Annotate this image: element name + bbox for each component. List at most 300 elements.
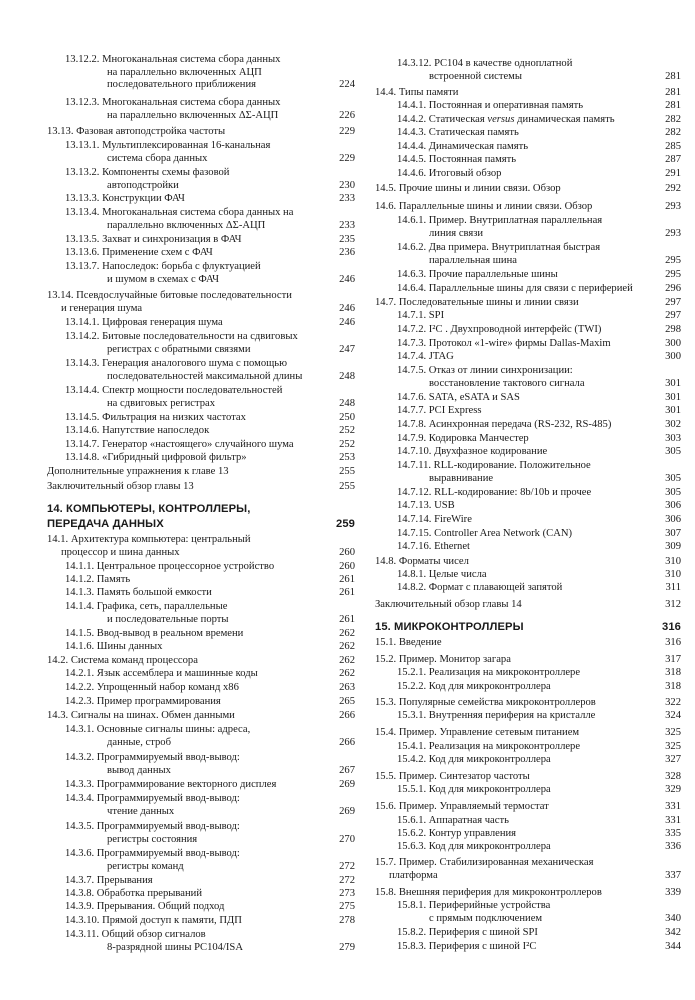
toc-entry-text: 14.1.2. Память — [65, 574, 131, 585]
page-number: 246 — [339, 317, 355, 328]
toc-entry — [375, 857, 681, 882]
page-number: 229 — [339, 152, 355, 164]
toc-entry-text: 14.7.6. SATA, eSATA и SAS — [397, 392, 520, 403]
toc-entry — [375, 541, 681, 554]
toc-entry-text: последовательного приближения — [107, 79, 257, 91]
toc-entry — [375, 801, 681, 814]
toc-entry-text: 14.3.12. PC104 в качестве одноплатной — [397, 58, 573, 69]
toc-entry-text: на параллельно включенных ΔΣ-АЦП — [107, 109, 279, 121]
toc-entry-text: 14.4.2. Статическая versus динамическая память — [397, 114, 615, 125]
toc-entry — [47, 54, 355, 92]
page-number: 270 — [339, 833, 355, 845]
page-number: 303 — [665, 433, 681, 444]
toc-entry — [375, 727, 681, 740]
toc-entry — [47, 901, 355, 914]
page-number: 311 — [665, 582, 681, 593]
toc-entry-text: 13.14.2. Битовые последовательности на сдвиговых — [65, 331, 298, 342]
toc-entry-text: 14.7.14. FireWire — [397, 514, 472, 525]
page-number: 233 — [339, 219, 355, 231]
toc-entry-text: 14.7.8. Асинхронная передача (RS-232, RS-485) — [397, 419, 612, 430]
toc-entry-text: 15.5. Пример. Синтезатор частоты — [375, 771, 530, 782]
toc-entry-text: 13.13.4. Многоканальная система сбора данных на — [65, 207, 294, 218]
toc-entry-text: 15.5.1. Код для микроконтроллера — [397, 784, 551, 795]
toc-entry-text: 15.4.1. Реализация на микроконтроллере — [397, 741, 581, 752]
page-number: 305 — [665, 487, 681, 498]
toc-entry-text: 15.2.2. Код для микроконтроллера — [397, 681, 551, 692]
toc-entry-text: 13.13.1. Мультиплексированная 16-канальная — [65, 140, 271, 151]
toc-entry — [375, 183, 681, 196]
page-number: 235 — [339, 234, 355, 245]
toc-entry-text: на сдвиговых регистрах — [107, 397, 215, 409]
page-number: 253 — [339, 452, 355, 463]
toc-entry-text: 15.6.3. Код для микроконтроллера — [397, 841, 551, 852]
toc-entry — [375, 168, 681, 181]
toc-entry-text: 13.14.8. «Гибридный цифровой фильтр» — [65, 452, 247, 463]
toc-entry-text: восстановление тактового сигнала — [429, 377, 585, 389]
toc-entry — [375, 154, 681, 167]
toc-entry-text: автоподстройки — [107, 179, 179, 191]
toc-entry-text: 14.7.7. PCI Express — [397, 405, 482, 416]
toc-entry-text: ПЕРЕДАЧА ДАННЫХ — [47, 518, 164, 530]
toc-entry — [375, 392, 681, 405]
page-number: 296 — [665, 283, 681, 294]
toc-entry — [375, 500, 681, 513]
toc-entry — [375, 841, 681, 854]
page-number: 316 — [665, 637, 681, 648]
toc-entry — [375, 283, 681, 296]
toc-entry-text: 15.8.1. Периферийные устройства — [397, 900, 551, 911]
toc-entry-text: параллельно включенных ΔΣ-АЦП — [107, 219, 266, 231]
toc-entry-text: 14.6.2. Два примера. Внутриплатная быстрая — [397, 242, 601, 253]
page-number: 261 — [339, 574, 355, 585]
toc-entry — [375, 433, 681, 446]
toc-entry — [47, 561, 355, 574]
page-number: 310 — [665, 569, 681, 580]
toc-entry — [47, 466, 355, 479]
toc-entry-text: 15.1. Введение — [375, 637, 442, 648]
page-number: 252 — [339, 425, 355, 436]
page-number: 306 — [665, 514, 681, 525]
page-number: 307 — [665, 528, 681, 539]
toc-entry-text: 14.2. Система команд процессора — [47, 655, 198, 666]
toc-entry — [375, 324, 681, 337]
toc-entry — [47, 724, 355, 749]
toc-entry-text: чтение данных — [107, 805, 175, 817]
toc-entry-text: 13.14. Псевдослучайные битовые последовательности — [47, 290, 292, 301]
page-number: 339 — [665, 887, 681, 898]
page-number: 298 — [665, 324, 681, 335]
page-number: 262 — [339, 655, 355, 666]
toc-entry — [47, 601, 355, 626]
page-number: 344 — [665, 941, 681, 952]
page-number: 342 — [665, 927, 681, 938]
toc-entry-text: 14.6.1. Пример. Внутриплатная параллельная — [397, 215, 603, 226]
toc-entry — [375, 941, 681, 954]
page-number: 246 — [339, 273, 355, 285]
page-number: 336 — [665, 841, 681, 852]
toc-entry — [375, 528, 681, 541]
toc-entry — [375, 599, 681, 612]
toc-entry-text: 14.7.10. Двухфазное кодирование — [397, 446, 548, 457]
toc-entry — [375, 887, 681, 900]
page-number: 309 — [665, 541, 681, 552]
toc-entry — [375, 242, 681, 267]
toc-entry — [47, 358, 355, 383]
toc-entry-text: 14.6.4. Параллельные шины для связи с периферией — [397, 283, 633, 294]
toc-entry-text: 14.8.2. Формат с плавающей запятой — [397, 582, 563, 593]
page-number: 325 — [665, 727, 681, 738]
page-number: 295 — [665, 269, 681, 280]
toc-entry-text: 15.2.1. Реализация на микроконтроллере — [397, 667, 581, 678]
toc-entry-text: 14.3.3. Программирование векторного дисплея — [65, 779, 277, 790]
page-number: 247 — [339, 343, 355, 355]
page-number: 233 — [339, 193, 355, 204]
page-number: 295 — [665, 254, 681, 266]
page-number: 272 — [339, 860, 355, 872]
toc-entry-text: 14.1.4. Графика, сеть, параллельные — [65, 601, 228, 612]
page-number: 316 — [662, 621, 681, 633]
page-number: 229 — [339, 126, 355, 137]
toc-entry — [47, 140, 355, 165]
page-number: 260 — [339, 561, 355, 572]
page-number: 331 — [665, 801, 681, 812]
page-number: 317 — [665, 654, 681, 665]
toc-entry-text: 14.4.4. Динамическая память — [397, 141, 529, 152]
page-number: 335 — [665, 828, 681, 839]
toc-entry — [47, 317, 355, 330]
toc-entry-text: 13.13.2. Компоненты схемы фазовой — [65, 167, 230, 178]
page-number: 278 — [339, 915, 355, 926]
toc-entry — [47, 193, 355, 206]
toc-entry-text: 14.3.4. Программируемый ввод-вывод: — [65, 793, 240, 804]
toc-entry-text: 14.7.5. Отказ от линии синхронизации: — [397, 365, 573, 376]
page-number: 322 — [665, 697, 681, 708]
toc-entry-text: 14.7.16. Ethernet — [397, 541, 470, 552]
toc-entry — [375, 582, 681, 595]
page-number: 246 — [339, 302, 355, 314]
toc-entry — [375, 697, 681, 710]
toc-entry-text: 13.14.1. Цифровая генерация шума — [65, 317, 223, 328]
page-number: 261 — [339, 613, 355, 625]
toc-entry-text: выравнивание — [429, 472, 494, 484]
toc-entry-text: 13.14.5. Фильтрация на низких частотах — [65, 412, 246, 423]
toc-entry-text: 14.1.5. Ввод-вывод в реальном времени — [65, 628, 244, 639]
page-number: 301 — [665, 377, 681, 389]
toc-entry-text: 15.2. Пример. Монитор загара — [375, 654, 511, 665]
toc-entry-text: 14.3.9. Прерывания. Общий подход — [65, 901, 225, 912]
page-number: 224 — [339, 79, 355, 91]
toc-entry — [47, 587, 355, 600]
toc-entry-text: регистры состояния — [107, 833, 198, 845]
page-number: 282 — [665, 127, 681, 138]
page-number: 248 — [339, 397, 355, 409]
page-number: 329 — [665, 784, 681, 795]
toc-entry — [47, 848, 355, 873]
toc-entry-text: 13.12.2. Многоканальная система сбора данных — [65, 54, 281, 65]
toc-entry-text: 14.8. Форматы чисел — [375, 556, 469, 567]
page-number: 250 — [339, 412, 355, 423]
toc-entry — [375, 710, 681, 723]
toc-entry — [47, 290, 355, 315]
toc-entry — [47, 452, 355, 465]
toc-entry-text: последовательностей максимальной длины — [107, 370, 303, 382]
page-number: 266 — [339, 710, 355, 721]
page-number: 305 — [665, 472, 681, 484]
page-number: 275 — [339, 901, 355, 912]
toc-entry-text: 14.7.15. Controller Area Network (CAN) — [397, 528, 573, 539]
toc-entry — [47, 752, 355, 777]
toc-entry-text: и генерация шума — [61, 302, 143, 314]
toc-entry-text: 13.13.7. Напоследок: борьба с флуктуацией — [65, 261, 261, 272]
page-number: 269 — [339, 779, 355, 790]
toc-entry — [47, 668, 355, 681]
toc-entry — [47, 534, 355, 559]
toc-entry — [47, 126, 355, 139]
page-number: 236 — [339, 247, 355, 258]
toc-entry-text: 13.14.7. Генератор «настоящего» случайного шума — [65, 439, 294, 450]
page-number: 291 — [665, 168, 681, 179]
toc-entry-text: Заключительный обзор главы 13 — [47, 481, 194, 492]
toc-entry — [375, 269, 681, 282]
toc-entry-text: 14.6. Параллельные шины и линии связи. Обзор — [375, 201, 593, 212]
toc-entry — [375, 771, 681, 784]
toc-entry-text: 15.7. Пример. Стабилизированная механическая — [375, 857, 594, 868]
toc-entry-text: параллельная шина — [429, 254, 517, 266]
toc-entry — [375, 754, 681, 767]
toc-entry — [375, 741, 681, 754]
toc-entry-text: линия связи — [429, 227, 484, 239]
page-number: 301 — [665, 405, 681, 416]
toc-entry — [375, 446, 681, 459]
toc-entry-text: 14.7.9. Кодировка Манчестер — [397, 433, 529, 444]
toc-entry — [47, 641, 355, 654]
page-number: 282 — [665, 114, 681, 125]
page-number: 293 — [665, 201, 681, 212]
toc-entry — [375, 100, 681, 113]
toc-entry — [47, 682, 355, 695]
toc-entry — [375, 815, 681, 828]
page-number: 272 — [339, 875, 355, 886]
page-number: 324 — [665, 710, 681, 721]
page-number: 255 — [339, 466, 355, 477]
toc-entry — [47, 915, 355, 928]
toc-entry — [375, 681, 681, 694]
page-number: 292 — [665, 183, 681, 194]
toc-entry — [47, 234, 355, 247]
toc-entry-text: 14. КОМПЬЮТЕРЫ, КОНТРОЛЛЕРЫ, — [47, 503, 251, 515]
page-number: 312 — [665, 599, 681, 610]
page-number: 325 — [665, 741, 681, 752]
page-number: 281 — [665, 100, 681, 111]
toc-entry-text: 14.5. Прочие шины и линии связи. Обзор — [375, 183, 561, 194]
toc-entry-text: 15.8. Внешняя периферия для микроконтроллеров — [375, 887, 602, 898]
toc-entry — [47, 888, 355, 901]
page-number: 297 — [665, 310, 681, 321]
page-number: 255 — [339, 481, 355, 492]
page-number: 300 — [665, 351, 681, 362]
toc-entry — [47, 207, 355, 232]
toc-entry-text: 14.7.12. RLL-кодирование: 8b/10b и прочее — [397, 487, 592, 498]
toc-entry — [375, 927, 681, 940]
toc-entry-text: 15. МИКРОКОНТРОЛЛЕРЫ — [375, 621, 524, 633]
toc-entry — [47, 261, 355, 286]
toc-entry — [375, 297, 681, 310]
toc-entry — [375, 87, 681, 100]
page-number: 262 — [339, 628, 355, 639]
toc-entry-text: 14.7. Последовательные шины и линии связи — [375, 297, 579, 308]
toc-entry-text: 14.3.1. Основные сигналы шины: адреса, — [65, 724, 251, 735]
page-number: 310 — [665, 556, 681, 567]
toc-entry — [47, 247, 355, 260]
toc-entry-text: 14.3.6. Программируемый ввод-вывод: — [65, 848, 240, 859]
toc-entry-text: 15.4. Пример. Управление сетевым питанием — [375, 727, 580, 738]
toc-entry-text: вывод данных — [107, 764, 171, 776]
toc-entry-text: 14.4.6. Итоговый обзор — [397, 168, 502, 179]
toc-entry-text: 14.1.1. Центральное процессорное устройство — [65, 561, 275, 572]
page-number: 305 — [665, 446, 681, 457]
toc-entry-text: 14.2.3. Пример программирования — [65, 696, 221, 707]
toc-entry — [375, 405, 681, 418]
toc-entry-text: система сбора данных — [107, 152, 208, 164]
toc-entry-text: 14.3.5. Программируемый ввод-вывод: — [65, 821, 240, 832]
toc-entry — [375, 460, 681, 485]
toc-entry-text: 13.13.5. Захват и синхронизация в ФАЧ — [65, 234, 242, 245]
toc-entry-text: 14.7.13. USB — [397, 500, 455, 511]
toc-entry-text: 14.4.1. Постоянная и оперативная память — [397, 100, 584, 111]
toc-entry-text: 14.3.7. Прерывания — [65, 875, 153, 886]
page-number: 279 — [339, 941, 355, 953]
toc-entry — [47, 97, 355, 122]
toc-entry — [47, 821, 355, 846]
toc-entry — [375, 419, 681, 432]
page-number: 293 — [665, 227, 681, 239]
toc-entry — [375, 654, 681, 667]
toc-entry-text: 8-разрядной шины PC104/ISA — [107, 941, 243, 953]
page-number: 281 — [665, 70, 681, 82]
toc-entry-text: и последовательные порты — [107, 613, 229, 625]
page-number: 259 — [336, 518, 355, 530]
page-number: 261 — [339, 587, 355, 598]
page-number: 273 — [339, 888, 355, 899]
toc-entry-text: 13.12.3. Многоканальная система сбора данных — [65, 97, 281, 108]
toc-entry-text: 15.4.2. Код для микроконтроллера — [397, 754, 551, 765]
page-number: 266 — [339, 736, 355, 748]
page-number: 297 — [665, 297, 681, 308]
page-number: 327 — [665, 754, 681, 765]
toc-entry — [47, 574, 355, 587]
toc-entry-text: 13.14.6. Напутствие напоследок — [65, 425, 210, 436]
toc-entry-text: 15.6. Пример. Управляемый термостат — [375, 801, 549, 812]
toc-entry-text: 14.8.1. Целые числа — [397, 569, 487, 580]
toc-entry-text: регистрах с обратными связями — [107, 343, 251, 355]
toc-entry-text: процессор и шина данных — [61, 546, 180, 558]
page-number: 267 — [339, 764, 355, 776]
toc-entry-text: 14.3.2. Программируемый ввод-вывод: — [65, 752, 240, 763]
toc-entry-text: 14.1. Архитектура компьютера: центральный — [47, 534, 251, 545]
toc-entry-text: 14.7.4. JTAG — [397, 351, 454, 362]
toc-entry-text: 14.2.1. Язык ассемблера и машинные коды — [65, 668, 258, 679]
toc-entry-text: 14.7.2. I²C . Двухпроводной интерфейс (TWI) — [397, 324, 602, 335]
toc-entry — [375, 667, 681, 680]
toc-entry — [375, 556, 681, 569]
toc-entry-text: 14.1.3. Память большой емкости — [65, 587, 212, 598]
toc-entry — [375, 127, 681, 140]
toc-entry-text: 14.4.3. Статическая память — [397, 127, 519, 138]
page-number: 285 — [665, 141, 681, 152]
toc-entry-text: 14.3.10. Прямой доступ к памяти, ПДП — [65, 915, 242, 926]
toc-entry-text: 14.4. Типы памяти — [375, 87, 459, 98]
toc-entry-text: 14.3. Сигналы на шинах. Обмен данными — [47, 710, 235, 721]
toc-entry-text: 14.3.11. Общий обзор сигналов — [65, 929, 206, 940]
page-number: 260 — [339, 546, 355, 558]
toc-entry — [47, 628, 355, 641]
toc-entry — [375, 365, 681, 390]
toc-entry-text: 13.13. Фазовая автоподстройка частоты — [47, 126, 226, 137]
toc-entry-text: 14.2.2. Упрощенный набор команд x86 — [65, 682, 239, 693]
toc-entry-text: 15.6.2. Контур управления — [397, 828, 517, 839]
toc-entry — [375, 637, 681, 650]
toc-entry-text: 14.7.3. Протокол «1-wire» фирмы Dallas-Maxim — [397, 338, 611, 349]
toc-entry — [375, 351, 681, 364]
page-number: 265 — [339, 696, 355, 707]
toc-entry-text: 15.3.1. Внутренняя периферия на кристалле — [397, 710, 596, 721]
toc-entry-text: 15.6.1. Аппаратная часть — [397, 815, 509, 826]
page-number: 302 — [665, 419, 681, 430]
page-number: 248 — [339, 370, 355, 382]
toc-entry-text: 13.14.4. Спектр мощности последовательностей — [65, 385, 283, 396]
toc-entry-text: встроенной системы — [429, 70, 523, 82]
page-number: 340 — [665, 912, 681, 924]
page-number: 328 — [665, 771, 681, 782]
toc-entry-text: и шумом в схемах с ФАЧ — [107, 273, 219, 285]
toc-entry — [47, 696, 355, 709]
toc-entry — [375, 114, 681, 127]
toc-entry-text: данные, строб — [107, 736, 171, 748]
toc-entry — [375, 784, 681, 797]
toc-entry — [47, 412, 355, 425]
page-number: 318 — [665, 681, 681, 692]
toc-entry — [47, 793, 355, 818]
page-number: 230 — [339, 179, 355, 191]
toc-entry — [47, 779, 355, 792]
toc-entry — [375, 201, 681, 214]
toc-entry — [375, 338, 681, 351]
toc-entry — [47, 929, 355, 954]
toc-entry-text: платформа — [389, 869, 438, 881]
toc-entry-text: регистры команд — [107, 860, 184, 872]
page-number: 262 — [339, 668, 355, 679]
page-number: 287 — [665, 154, 681, 165]
toc-entry-text: Дополнительные упражнения к главе 13 — [47, 466, 229, 477]
chapter-heading — [375, 620, 681, 635]
page-number: 252 — [339, 439, 355, 450]
toc-entry-text: 15.8.3. Периферия с шиной I²C — [397, 941, 537, 952]
toc-entry-text: 14.7.11. RLL-кодирование. Положительное — [397, 460, 591, 471]
toc-entry-text: 14.7.1. SPI — [397, 310, 445, 321]
toc-entry-text: на параллельно включенных АЦП — [107, 66, 262, 78]
toc-entry — [375, 514, 681, 527]
toc-entry — [375, 215, 681, 240]
toc-entry-text: 14.1.6. Шины данных — [65, 641, 163, 652]
toc-entry-text: Заключительный обзор главы 14 — [375, 599, 522, 610]
page-number: 306 — [665, 500, 681, 511]
toc-entry-text: 13.13.3. Конструкции ФАЧ — [65, 193, 185, 204]
toc-entry — [47, 331, 355, 356]
page-number: 281 — [665, 87, 681, 98]
page-number: 331 — [665, 815, 681, 826]
toc-entry-text: с прямым подключением — [429, 912, 543, 924]
toc-entry — [375, 310, 681, 323]
